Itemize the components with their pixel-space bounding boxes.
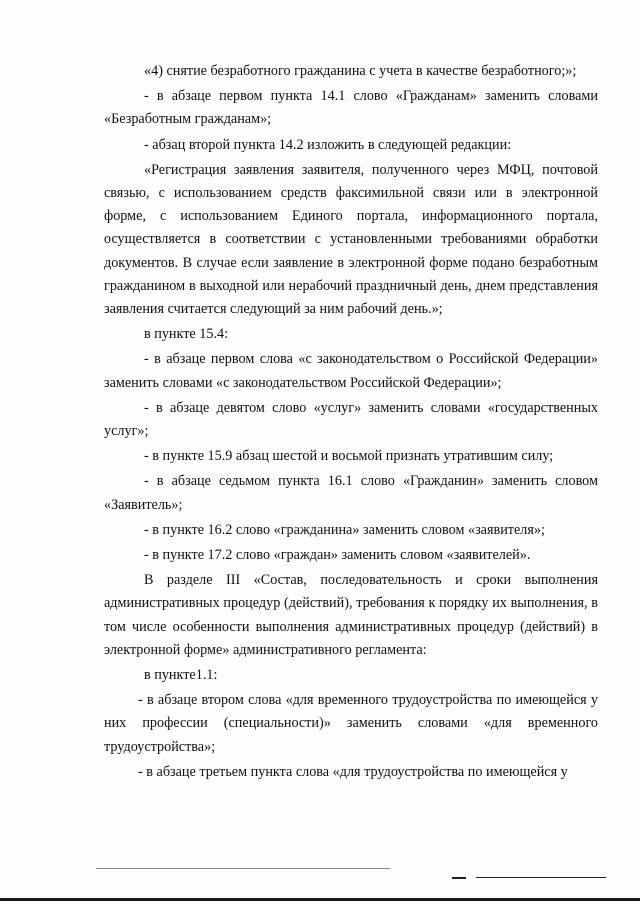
scan-bottom-edge <box>0 898 640 901</box>
footer-line-left <box>96 868 390 869</box>
paragraph-14: - в абзаце втором слова «для временного трудоустройства по имеющейся у них профессии (специальности)» заменить словами «для временного трудоустройства»; <box>104 692 598 755</box>
paragraph-5: в пункте 15.4: <box>144 326 229 343</box>
footer-line-right <box>476 877 606 878</box>
paragraph-7: - в абзаце девятом слово «услуг» заменить словами «государственных услуг»; <box>104 399 598 440</box>
document-body <box>104 60 598 784</box>
paragraph-3: - абзац второй пункта 14.2 изложить в следующей редакции: <box>144 136 512 153</box>
footer-dash <box>452 877 466 879</box>
paragraph-10: - в пункте 16.2 слово «гражданина» заменить словом «заявителя»; <box>144 521 545 538</box>
paragraph-8: - в пункте 15.9 абзац шестой и восьмой признать утратившим силу; <box>144 448 554 465</box>
paragraph-4: «Регистрация заявления заявителя, полученного через МФЦ, почтовой связью, с использованием средств факсимильной связи или в электронной форме, с использованием Единого портала, информационного портала, осуществляется в соответствии с установленными требованиями обработки документов. В случае если заявление в электронной форме подано безработным гражданином в выходной или нерабочий праздничный день, днем представления заявления считается следующий за ним рабочий день.»; <box>104 161 598 318</box>
paragraph-1: «4) снятие безработного гражданина с учета в качестве безработного;»; <box>144 63 577 79</box>
paragraph-12: В разделе III «Состав, последовательность и сроки выполнения административных процедур (действий), требования к порядку их выполнения, в том числе особенности выполнения административных процедур (действий) в электронной форме» административного регламента: <box>104 572 598 658</box>
paragraph-13: в пункте1.1: <box>144 667 218 684</box>
paragraph-6: - в абзаце первом слова «с законодательством о Российской Федерации» заменить словами «с законодательством Российской Федерации»; <box>104 351 598 391</box>
paragraph-15: - в абзаце третьем пункта слова «для трудоустройства по имеющейся у <box>138 763 568 780</box>
paragraph-11: - в пункте 17.2 слово «граждан» заменить словом «заявителей». <box>144 547 531 564</box>
paragraph-2: - в абзаце первом пункта 14.1 слово «Гражданам» заменить словами «Безработным гражданам»; <box>104 88 598 128</box>
paragraph-9: - в абзаце седьмом пункта 16.1 слово «Гражданин» заменить словом «Заявитель»; <box>104 473 598 513</box>
